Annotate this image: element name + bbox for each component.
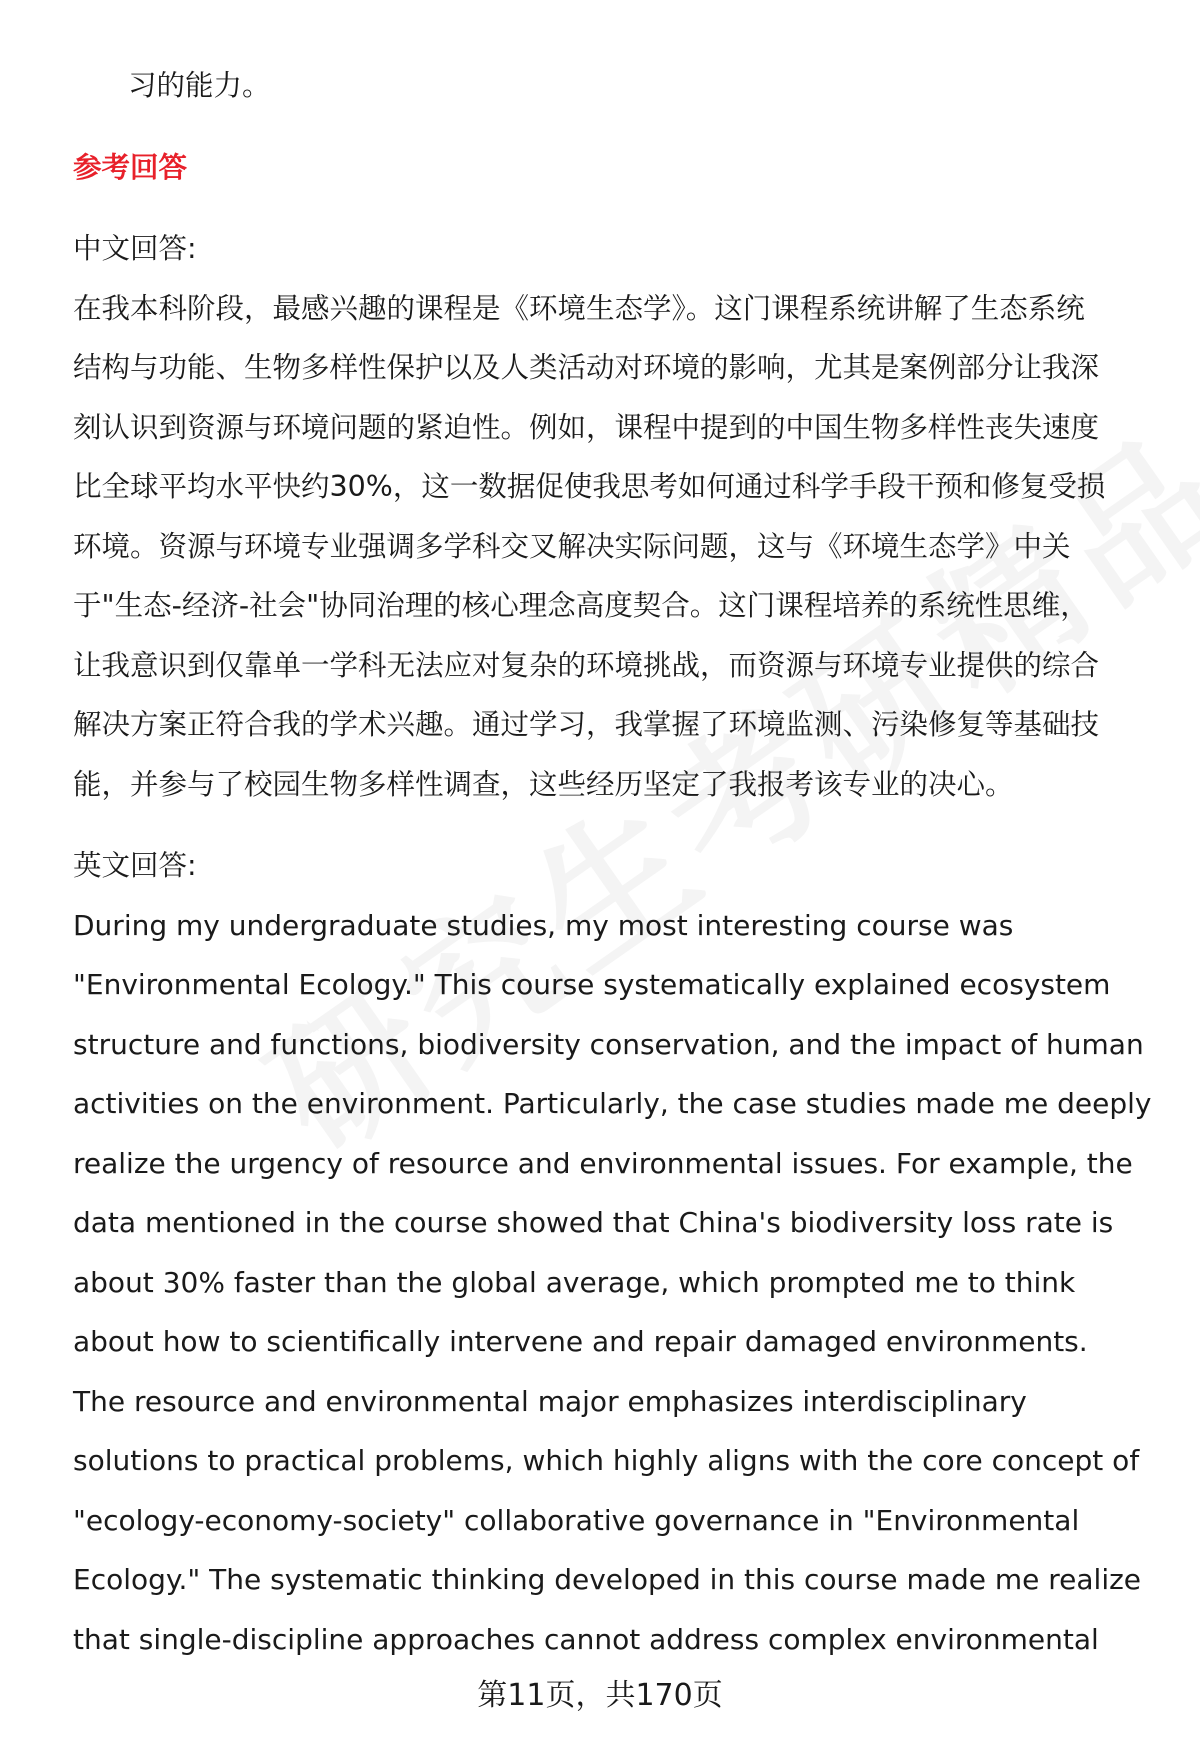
english-answer-label: 英文回答: <box>73 849 197 882</box>
english-answer <box>73 896 1163 1670</box>
chinese-answer-label: 中文回答: <box>73 232 197 265</box>
english-line: During my undergraduate studies, my most interesting course was <box>73 908 1014 942</box>
chinese-line: 环境。资源与环境专业强调多学科交叉解决实际问题，这与《环境生态学》中关 <box>73 529 1071 563</box>
english-line: about how to scientifically intervene and repair damaged environments. <box>73 1325 1088 1358</box>
english-line: data mentioned in the course showed that China's biodiversity loss rate is <box>73 1206 1114 1239</box>
english-line: "Environmental Ecology." This course systematically explained ecosystem <box>73 968 1111 1001</box>
english-line: structure and functions, biodiversity conservation, and the impact of human <box>73 1027 1144 1061</box>
chinese-line: 让我意识到仅靠单一学科无法应对复杂的环境挑战，而资源与环境专业提供的综合 <box>73 648 1100 682</box>
page-footer: 第11页，共170页 <box>477 1678 723 1713</box>
chinese-answer <box>73 279 1163 815</box>
chinese-line: 解决方案正符合我的学术兴趣。通过学习，我掌握了环境监测、污染修复等基础技 <box>73 708 1100 741</box>
english-line: The resource and environmental major emphasizes interdisciplinary <box>73 1384 1027 1418</box>
continuation-text: 习的能力。 <box>128 69 271 102</box>
english-line: activities on the environment. Particularly, the case studies made me deeply <box>73 1087 1152 1120</box>
english-line: that single-discipline approaches cannot address complex environmental <box>73 1622 1099 1656</box>
section-heading: 参考回答 <box>73 150 188 184</box>
english-line: realize the urgency of resource and environmental issues. For example, the <box>73 1146 1133 1180</box>
english-line: solutions to practical problems, which highly aligns with the core concept of <box>73 1444 1140 1477</box>
chinese-line: 于"生态-经济-社会"协同治理的核心理念高度契合。这门课程培养的系统性思维， <box>73 589 1089 622</box>
english-line: about 30% faster than the global average, which prompted me to think <box>73 1265 1076 1299</box>
chinese-line: 刻认识到资源与环境问题的紧迫性。例如，课程中提到的中国生物多样性丧失速度 <box>73 410 1100 444</box>
english-line: Ecology." The systematic thinking developed in this course made me realize <box>73 1563 1142 1596</box>
chinese-line: 在我本科阶段，最感兴趣的课程是《环境生态学》。这门课程系统讲解了生态系统 <box>73 291 1085 325</box>
chinese-line: 能，并参与了校园生物多样性调查，这些经历坚定了我报考该专业的决心。 <box>73 767 1014 801</box>
chinese-line: 比全球平均水平快约30%，这一数据促使我思考如何通过科学手段干预和修复受损 <box>73 470 1106 503</box>
english-line: "ecology-economy-society" collaborative governance in "Environmental <box>73 1503 1080 1537</box>
document-body <box>73 56 1163 1669</box>
chinese-line: 结构与功能、生物多样性保护以及人类活动对环境的影响，尤其是案例部分让我深 <box>73 351 1100 384</box>
